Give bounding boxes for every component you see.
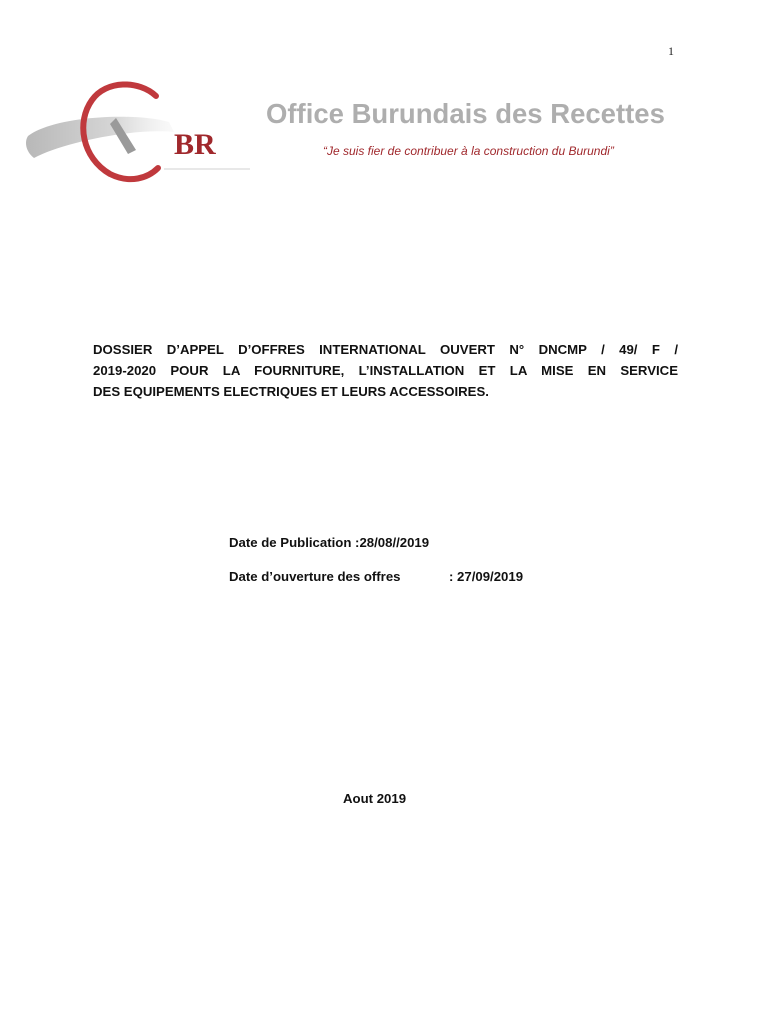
document-title [93, 339, 678, 402]
title-line-1: DOSSIER D’APPEL D’OFFRES INTERNATIONAL OUVERT N° DNCMP / 49/ F / [93, 342, 678, 357]
title-line-2: 2019-2020 POUR LA FOURNITURE, L’INSTALLATION ET LA MISE EN SERVICE [93, 363, 678, 378]
organization-motto: “Je suis fier de contribuer à la construction du Burundi” [323, 144, 614, 158]
publication-date-row [229, 535, 523, 569]
opening-date-label: Date d’ouverture des offres [229, 569, 401, 584]
title-line-3: DES EQUIPEMENTS ELECTRIQUES ET LEURS ACCESSOIRES. [93, 384, 489, 399]
publication-date-value: 28/08//2019 [359, 535, 430, 550]
dates-block [229, 535, 523, 603]
opening-date-row [229, 569, 523, 603]
organization-name: Office Burundais des Recettes [266, 98, 665, 129]
opening-date-value: : 27/09/2019 [449, 569, 524, 584]
footer-date: Aout 2019 [343, 791, 407, 806]
page-number: 1 [668, 44, 674, 58]
obr-logo [24, 78, 254, 186]
publication-date-label: Date de Publication : [229, 535, 360, 550]
logo-text: BR [174, 128, 216, 161]
